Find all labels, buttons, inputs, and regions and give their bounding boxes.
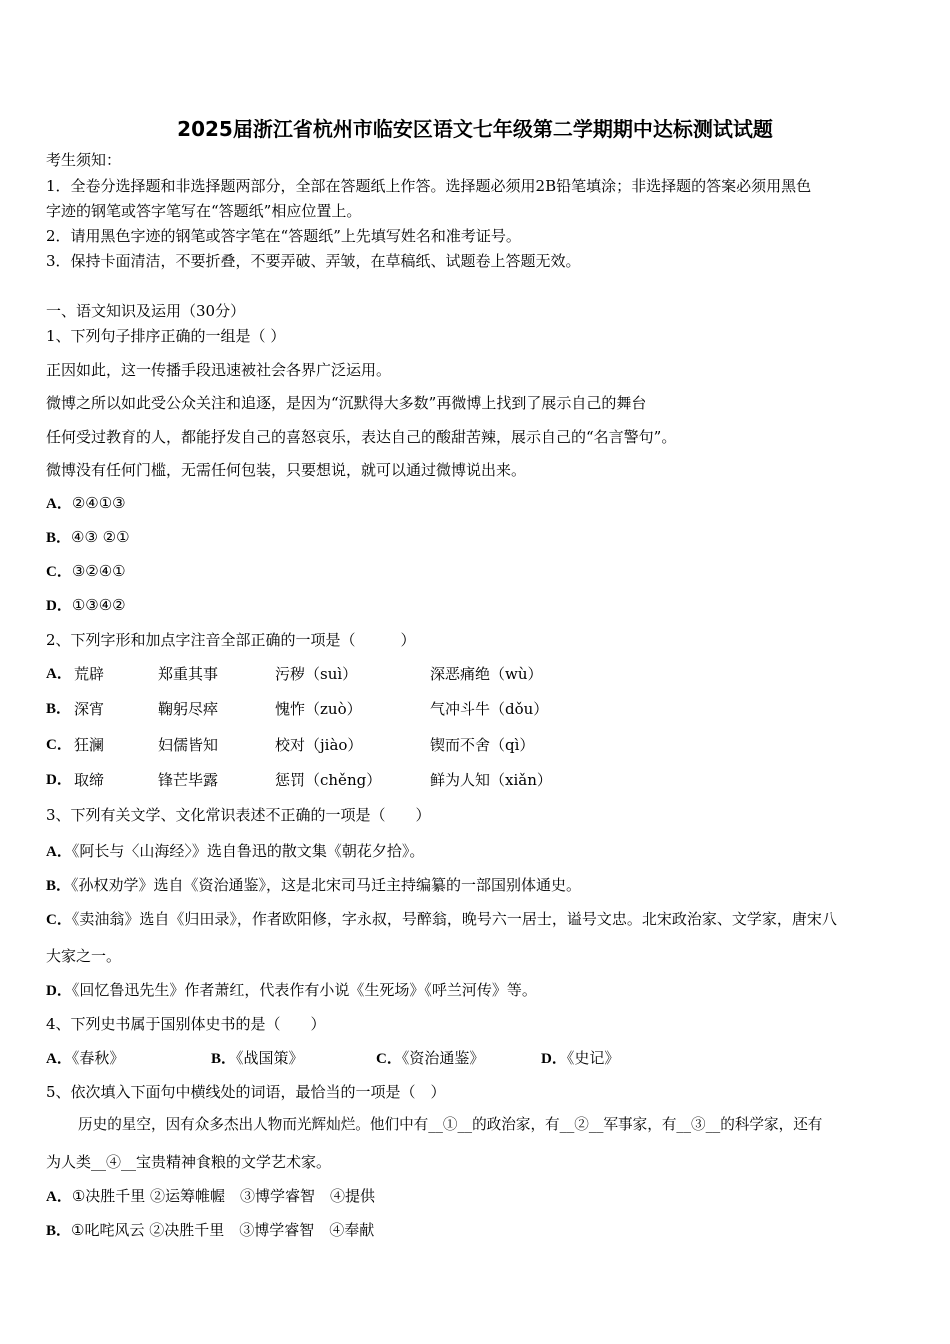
option-cell: 气冲斗牛（dǒu） bbox=[430, 700, 549, 718]
blank-1: __①__ bbox=[428, 1116, 473, 1133]
option-text: 《孙权劝学》选自《资治通鉴》，这是北宋司马迁主持编纂的一部国别体通史。 bbox=[71, 876, 582, 894]
option-text: ④③ ②① bbox=[71, 528, 130, 546]
option bbox=[211, 1048, 304, 1069]
option bbox=[46, 561, 126, 582]
option-cell: 深宵 bbox=[74, 700, 105, 718]
question-stem: 4、下列史书属于国别体史书的是（ ） bbox=[46, 1015, 326, 1033]
option-cell: 郑重其事 bbox=[158, 665, 219, 683]
blank-4: __④__ bbox=[91, 1153, 137, 1171]
option-key: A． bbox=[46, 666, 72, 682]
option-key: B． bbox=[46, 530, 72, 546]
option bbox=[46, 595, 126, 616]
option-text: 《阿长与〈山海经〉》选自鲁迅的散文集《朝花夕拾》。 bbox=[71, 842, 425, 860]
option-cell: 锲而不舍（qì） bbox=[430, 736, 535, 754]
option-key: B． bbox=[46, 1223, 72, 1239]
option-text: ①叱咤风云 ②决胜千里 ③博学睿智 ④奉献 bbox=[71, 1221, 375, 1239]
option-cell: 鲜为人知（xiǎn） bbox=[430, 771, 552, 789]
sentence: 任何受过教育的人，都能抒发自己的喜怒哀乐，表达自己的酸甜苦辣，展示自己的“名言警句”。 bbox=[46, 428, 677, 446]
blank-2: __②__ bbox=[559, 1116, 604, 1133]
option-key: D． bbox=[541, 1051, 567, 1067]
option-key: A． bbox=[46, 1189, 72, 1205]
option-text: ①决胜千里 ②运筹帷幄 ③博学睿智 ④提供 bbox=[71, 1187, 376, 1205]
question-stem: 2、下列字形和加点字注音全部正确的一项是（ ） bbox=[46, 631, 416, 649]
option-cell: 鞠躬尽瘁 bbox=[158, 700, 219, 718]
passage-text: 历史的星空，因有众多杰出人物而光辉灿烂。他们中有 bbox=[78, 1116, 429, 1133]
option bbox=[46, 1048, 124, 1069]
option-key: C． bbox=[376, 1051, 402, 1067]
option-text: ③②④① bbox=[71, 562, 126, 580]
option-key: B． bbox=[46, 701, 72, 717]
option-cell: 妇儒皆知 bbox=[158, 736, 219, 754]
option-key: D． bbox=[46, 598, 72, 614]
notice-item: 2．请用黑色字迹的钢笔或答字笔在“答题纸”上先填写姓名和准考证号。 bbox=[46, 227, 521, 245]
option-key: A． bbox=[46, 496, 72, 512]
passage-line bbox=[78, 1115, 822, 1135]
option-cell: 愧怍（zuò） bbox=[275, 700, 362, 718]
option-text: 《资治通鉴》 bbox=[401, 1049, 485, 1067]
option-cell: 取缔 bbox=[74, 771, 105, 789]
option-cell: 惩罚（chěng） bbox=[275, 771, 382, 789]
option-key: B． bbox=[211, 1051, 237, 1067]
option-key: D． bbox=[46, 772, 72, 788]
sentence: 微博没有任何门槛，无需任何包装，只要想说，就可以通过微博说出来。 bbox=[46, 461, 527, 479]
passage-line bbox=[46, 1152, 331, 1172]
option-text: 《卖油翁》选自《归田录》，作者欧阳修，字永叔，号醉翁，晚号六一居士，谥号文忠。北宋政治家、文学家，唐宋八 bbox=[71, 910, 837, 928]
option-cell: 锋芒毕露 bbox=[158, 771, 219, 789]
option-cell: 深恶痛绝（wù） bbox=[430, 665, 543, 683]
question-stem: 1、下列句子排序正确的一组是（ ） bbox=[46, 327, 286, 345]
option-key: B． bbox=[46, 878, 72, 894]
option bbox=[46, 980, 537, 1001]
passage-text: 的科学家，还有 bbox=[720, 1116, 823, 1133]
option bbox=[46, 875, 581, 896]
passage-text: 为人类 bbox=[46, 1153, 92, 1171]
option-cell: 狂澜 bbox=[74, 736, 105, 754]
section-heading: 一、语文知识及运用（30分） bbox=[46, 302, 246, 320]
question-stem: 5、依次填入下面句中横线处的词语，最恰当的一项是（ ） bbox=[46, 1083, 446, 1101]
page-title: 2025届浙江省杭州市临安区语文七年级第二学期期中达标测试试题 bbox=[177, 117, 773, 141]
option bbox=[46, 1186, 375, 1207]
option-key: A． bbox=[46, 844, 72, 860]
option-key: D． bbox=[46, 983, 72, 999]
passage-text: 军事家，有 bbox=[603, 1116, 677, 1133]
notice-heading: 考生须知： bbox=[46, 151, 122, 169]
sentence: 正因如此，这一传播手段迅速被社会各界广泛运用。 bbox=[46, 361, 392, 379]
option bbox=[46, 909, 837, 930]
passage-text: 宝贵精神食粮的文学艺术家。 bbox=[136, 1153, 332, 1171]
option-text: ①③④② bbox=[71, 596, 126, 614]
option-key: C． bbox=[46, 737, 72, 753]
option bbox=[46, 1220, 374, 1241]
option bbox=[46, 527, 130, 548]
option-cell: 校对（jiào） bbox=[275, 736, 363, 754]
option bbox=[541, 1048, 619, 1069]
option-key: A． bbox=[46, 1051, 72, 1067]
option-text: 《春秋》 bbox=[71, 1049, 125, 1067]
notice-item: 字迹的钢笔或答字笔写在“答题纸”相应位置上。 bbox=[46, 202, 362, 220]
option-key: C． bbox=[46, 564, 72, 580]
sentence: 微博之所以如此受公众关注和追逐，是因为“沉默得大多数”再微博上找到了展示自己的舞台 bbox=[46, 394, 647, 412]
option-text: 《回忆鲁迅先生》作者萧红，代表作有小说《生死场》《呼兰河传》等。 bbox=[71, 981, 537, 999]
option-text: ②④①③ bbox=[71, 494, 126, 512]
option-text: 《战国策》 bbox=[236, 1049, 304, 1067]
option bbox=[46, 493, 126, 514]
option bbox=[376, 1048, 484, 1069]
option-text: 《史记》 bbox=[566, 1049, 620, 1067]
blank-3: __③__ bbox=[676, 1116, 721, 1133]
option-key: C． bbox=[46, 912, 72, 928]
notice-item: 1．全卷分选择题和非选择题两部分，全部在答题纸上作答。选择题必须用2B铅笔填涂；非选择题的答案必须用黑色 bbox=[46, 177, 812, 195]
option-cell: 污秽（suì） bbox=[275, 665, 358, 683]
passage-text: 的政治家，有 bbox=[472, 1116, 560, 1133]
option-cell: 荒辟 bbox=[74, 665, 105, 683]
notice-item: 3．保持卡面清洁，不要折叠，不要弄破、弄皱，在草稿纸、试题卷上答题无效。 bbox=[46, 252, 581, 270]
option bbox=[46, 841, 424, 862]
question-stem: 3、下列有关文学、文化常识表述不正确的一项是（ ） bbox=[46, 806, 431, 824]
option-continuation: 大家之一。 bbox=[46, 947, 122, 965]
